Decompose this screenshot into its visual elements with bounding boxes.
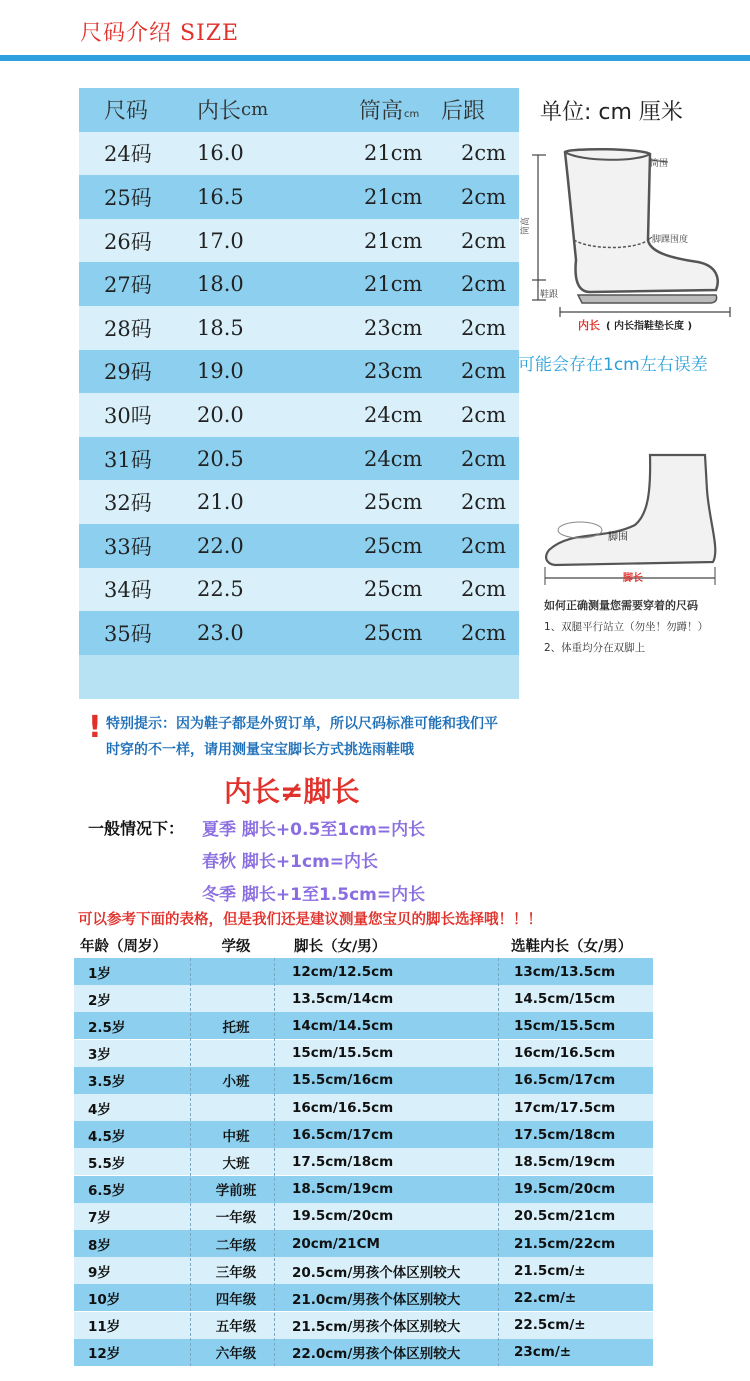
- shoe-inner-cell: 15cm/15.5cm: [514, 1017, 616, 1034]
- header-size: 尺码: [104, 99, 149, 125]
- foot-diagram: [535, 450, 745, 600]
- age-row: [74, 1284, 653, 1311]
- grade-cell: 大班: [222, 1155, 250, 1172]
- header-tube-height-unit: cm: [404, 108, 420, 120]
- size-row: [79, 480, 519, 524]
- unit-label: 单位: cm 厘米: [540, 100, 683, 125]
- rule-summer: 夏季 脚长+0.5至1cm=内长: [202, 820, 426, 840]
- age-row: [74, 1230, 653, 1257]
- shoe-inner-cell: 22.5cm/±: [514, 1317, 586, 1334]
- age-row: [74, 1339, 653, 1366]
- header-tube-height: [359, 88, 419, 132]
- inner-length-cell: 22.0: [197, 533, 244, 558]
- grade-cell: 小班: [222, 1074, 250, 1091]
- inner-length-cell: 19.0: [197, 359, 244, 384]
- size-row: [79, 219, 519, 263]
- age-row: [74, 1203, 653, 1230]
- heel-cell: 2cm: [461, 359, 507, 384]
- age-cell: 7岁: [88, 1210, 111, 1227]
- shoe-inner-cell: 16cm/16.5cm: [514, 1045, 616, 1062]
- age-cell: 4岁: [88, 1101, 111, 1118]
- heel-cell: 2cm: [461, 141, 507, 166]
- foot-label-length: 脚长: [623, 573, 643, 584]
- shoe-inner-cell: 17.5cm/18cm: [514, 1126, 616, 1143]
- tube-height-cell: 23cm: [364, 315, 423, 340]
- tip-text: 特别提示：因为鞋子都是外贸订单，所以尺码标准可能和我们平时穿的不一样，请用测量宝宝脚长方式挑选雨鞋哦: [106, 716, 498, 758]
- grade-cell: 一年级: [215, 1210, 257, 1227]
- header-age: 年龄（周岁）: [80, 938, 167, 955]
- shoe-inner-cell: 13cm/13.5cm: [514, 963, 616, 980]
- age-cell: 6.5岁: [88, 1183, 126, 1200]
- age-cell: 8岁: [88, 1237, 111, 1254]
- age-cell: 3岁: [88, 1047, 111, 1064]
- general-label: 一般情况下：: [88, 819, 185, 838]
- boot-label-instep: 脚踝围度: [652, 235, 689, 245]
- age-row: [74, 985, 653, 1012]
- shoe-inner-cell: 22.cm/±: [514, 1289, 577, 1306]
- grade-cell: [200, 1040, 272, 1067]
- size-row: [79, 262, 519, 306]
- shoe-inner-cell: 19.5cm/20cm: [514, 1181, 616, 1198]
- shoe-inner-cell: 21.5cm/22cm: [514, 1235, 616, 1252]
- foot-length-cell: 20.5cm/男孩个体区别较大: [292, 1264, 461, 1281]
- foot-title: 如何正确测量您需要穿着的尺码: [544, 599, 698, 612]
- age-table-header: [74, 932, 653, 958]
- header-heel: 后跟: [441, 99, 486, 125]
- inner-length-cell: 18.0: [197, 272, 244, 297]
- tube-height-cell: 21cm: [364, 184, 423, 209]
- grade-cell: [200, 1094, 272, 1121]
- size-cell: 35码: [104, 621, 152, 646]
- age-cell: 2岁: [88, 992, 111, 1009]
- size-row: [79, 393, 519, 437]
- foot-step-2: 2、体重均分在双脚上: [544, 642, 646, 654]
- size-cell: 31码: [104, 447, 152, 472]
- age-row: [74, 1148, 653, 1175]
- foot-length-cell: 21.0cm/男孩个体区别较大: [292, 1291, 461, 1308]
- header-inner-length-label: 内长: [197, 99, 242, 125]
- size-row: [79, 175, 519, 219]
- foot-length-cell: 21.5cm/男孩个体区别较大: [292, 1319, 461, 1336]
- column-divider: [274, 958, 275, 1366]
- header-tube-height-label: 筒高: [359, 99, 404, 125]
- header-divider: [0, 55, 750, 61]
- size-cell: 26码: [104, 229, 152, 254]
- heel-cell: 2cm: [461, 228, 507, 253]
- grade-cell: 三年级: [215, 1264, 257, 1281]
- size-row: [79, 306, 519, 350]
- foot-length-cell: 20cm/21CM: [292, 1235, 380, 1252]
- grade-cell: 五年级: [215, 1319, 257, 1336]
- error-note: 可能会存在1cm左右误差: [518, 355, 708, 375]
- inner-length-cell: 16.5: [197, 184, 244, 209]
- foot-label-girth: 脚围: [608, 532, 628, 543]
- inner-length-cell: 16.0: [197, 141, 244, 166]
- foot-length-cell: 17.5cm/18cm: [292, 1153, 394, 1170]
- size-cell: 33码: [104, 534, 152, 559]
- age-cell: 2.5岁: [88, 1019, 126, 1036]
- foot-length-cell: 19.5cm/20cm: [292, 1208, 394, 1225]
- size-row: [79, 568, 519, 612]
- boot-label-tube: 筒围: [650, 159, 669, 169]
- foot-length-cell: 16.5cm/17cm: [292, 1126, 394, 1143]
- shoe-inner-cell: 17cm/17.5cm: [514, 1099, 616, 1116]
- size-table: [79, 88, 519, 699]
- grade-cell: 六年级: [215, 1346, 257, 1363]
- size-cell: 28码: [104, 316, 152, 341]
- inner-length-cell: 18.5: [197, 315, 244, 340]
- foot-length-cell: 12cm/12.5cm: [292, 963, 394, 980]
- tube-height-cell: 24cm: [364, 446, 423, 471]
- tube-height-cell: 25cm: [364, 533, 423, 558]
- heel-cell: 2cm: [461, 315, 507, 340]
- age-cell: 3.5岁: [88, 1074, 126, 1091]
- heel-cell: 2cm: [461, 446, 507, 471]
- foot-length-cell: 15.5cm/16cm: [292, 1072, 394, 1089]
- size-row: [79, 132, 519, 176]
- grade-cell: [200, 958, 272, 985]
- age-row: [74, 1067, 653, 1094]
- inner-length-cell: 20.5: [197, 446, 244, 471]
- header-shoe-inner: 选鞋内长（女/男）: [511, 938, 633, 955]
- age-row: [74, 1176, 653, 1203]
- age-cell: 1岁: [88, 965, 111, 982]
- foot-length-cell: 22.0cm/男孩个体区别较大: [292, 1346, 461, 1363]
- grade-cell: 托班: [222, 1019, 250, 1036]
- warning-icon: !: [88, 710, 102, 745]
- header-foot-length: 脚长（女/男）: [294, 938, 387, 955]
- boot-label-height: 筒高: [521, 216, 531, 235]
- size-cell: 30吗: [104, 403, 152, 428]
- shoe-inner-cell: 16.5cm/17cm: [514, 1072, 616, 1089]
- heel-cell: 2cm: [461, 490, 507, 515]
- shoe-inner-cell: 23cm/±: [514, 1344, 572, 1361]
- inner-length-cell: 23.0: [197, 620, 244, 645]
- age-cell: 5.5岁: [88, 1155, 126, 1172]
- rule-spring-autumn: 春秋 脚长+1cm=内长: [202, 852, 379, 872]
- tube-height-cell: 25cm: [364, 490, 423, 515]
- size-cell: 24码: [104, 142, 152, 167]
- size-row: [79, 437, 519, 481]
- age-cell: 12岁: [88, 1346, 121, 1363]
- age-row: [74, 1121, 653, 1148]
- size-cell: 25码: [104, 185, 152, 210]
- age-row: [74, 1040, 653, 1067]
- tube-height-cell: 21cm: [364, 228, 423, 253]
- tube-height-cell: 23cm: [364, 359, 423, 384]
- size-row: [79, 350, 519, 394]
- grade-cell: 中班: [222, 1128, 250, 1145]
- heel-cell: 2cm: [461, 402, 507, 427]
- size-cell: 29码: [104, 360, 152, 385]
- page-title: 尺码介绍 SIZE: [80, 21, 240, 46]
- tube-height-cell: 24cm: [364, 402, 423, 427]
- grade-cell: 学前班: [215, 1183, 257, 1200]
- size-cell: 32码: [104, 491, 152, 516]
- inner-length-cell: 22.5: [197, 577, 244, 602]
- age-row: [74, 1012, 653, 1039]
- shoe-inner-cell: 14.5cm/15cm: [514, 990, 616, 1007]
- size-row: [79, 611, 519, 655]
- header-grade: 学级: [221, 938, 251, 955]
- rule-winter: 冬季 脚长+1至1.5cm=内长: [202, 885, 426, 905]
- heel-cell: 2cm: [461, 272, 507, 297]
- age-row: [74, 1257, 653, 1284]
- boot-label-heel: 鞋跟: [540, 290, 559, 300]
- inner-length-cell: 20.0: [197, 402, 244, 427]
- size-row: [79, 524, 519, 568]
- grade-cell: [200, 985, 272, 1012]
- size-cell: 27码: [104, 273, 152, 298]
- age-cell: 10岁: [88, 1291, 121, 1308]
- age-table: [74, 932, 653, 1366]
- inner-not-foot-length: 内长≠脚长: [224, 775, 360, 808]
- age-cell: 4.5岁: [88, 1128, 126, 1145]
- age-row: [74, 1312, 653, 1339]
- foot-length-cell: 16cm/16.5cm: [292, 1099, 394, 1116]
- foot-length-cell: 18.5cm/19cm: [292, 1181, 394, 1198]
- age-row: [74, 958, 653, 985]
- age-cell: 9岁: [88, 1264, 111, 1281]
- tube-height-cell: 21cm: [364, 272, 423, 297]
- foot-step-1: 1、双腿平行站立（勿坐！勿蹲！）: [544, 621, 709, 633]
- heel-cell: 2cm: [461, 620, 507, 645]
- header-inner-length-unit: cm: [241, 99, 269, 121]
- boot-label-inner-desc: ( 内长指鞋垫长度 ): [606, 321, 693, 332]
- reference-note: 可以参考下面的表格，但是我们还是建议测量您宝贝的脚长选择哦！！！: [78, 912, 542, 928]
- shoe-inner-cell: 18.5cm/19cm: [514, 1153, 616, 1170]
- inner-length-cell: 17.0: [197, 228, 244, 253]
- age-row: [74, 1094, 653, 1121]
- boot-diagram: [520, 140, 745, 340]
- inner-length-cell: 21.0: [197, 490, 244, 515]
- heel-cell: 2cm: [461, 577, 507, 602]
- grade-cell: 二年级: [215, 1237, 257, 1254]
- heel-cell: 2cm: [461, 184, 507, 209]
- boot-label-inner: 内长: [578, 319, 600, 332]
- tube-height-cell: 21cm: [364, 141, 423, 166]
- boot-illustration: [520, 140, 745, 340]
- grade-cell: 四年级: [215, 1291, 257, 1308]
- age-cell: 11岁: [88, 1319, 121, 1336]
- foot-length-cell: 15cm/15.5cm: [292, 1045, 394, 1062]
- shoe-inner-cell: 20.5cm/21cm: [514, 1208, 616, 1225]
- size-table-header: [79, 88, 519, 132]
- tube-height-cell: 25cm: [364, 620, 423, 645]
- foot-length-cell: 14cm/14.5cm: [292, 1017, 394, 1034]
- column-divider: [498, 958, 499, 1366]
- heel-cell: 2cm: [461, 533, 507, 558]
- header-inner-length: [197, 88, 268, 132]
- tube-height-cell: 25cm: [364, 577, 423, 602]
- size-cell: 34码: [104, 578, 152, 603]
- shoe-inner-cell: 21.5cm/±: [514, 1262, 586, 1279]
- column-divider: [190, 958, 191, 1366]
- foot-length-cell: 13.5cm/14cm: [292, 990, 394, 1007]
- foot-illustration: [535, 450, 745, 600]
